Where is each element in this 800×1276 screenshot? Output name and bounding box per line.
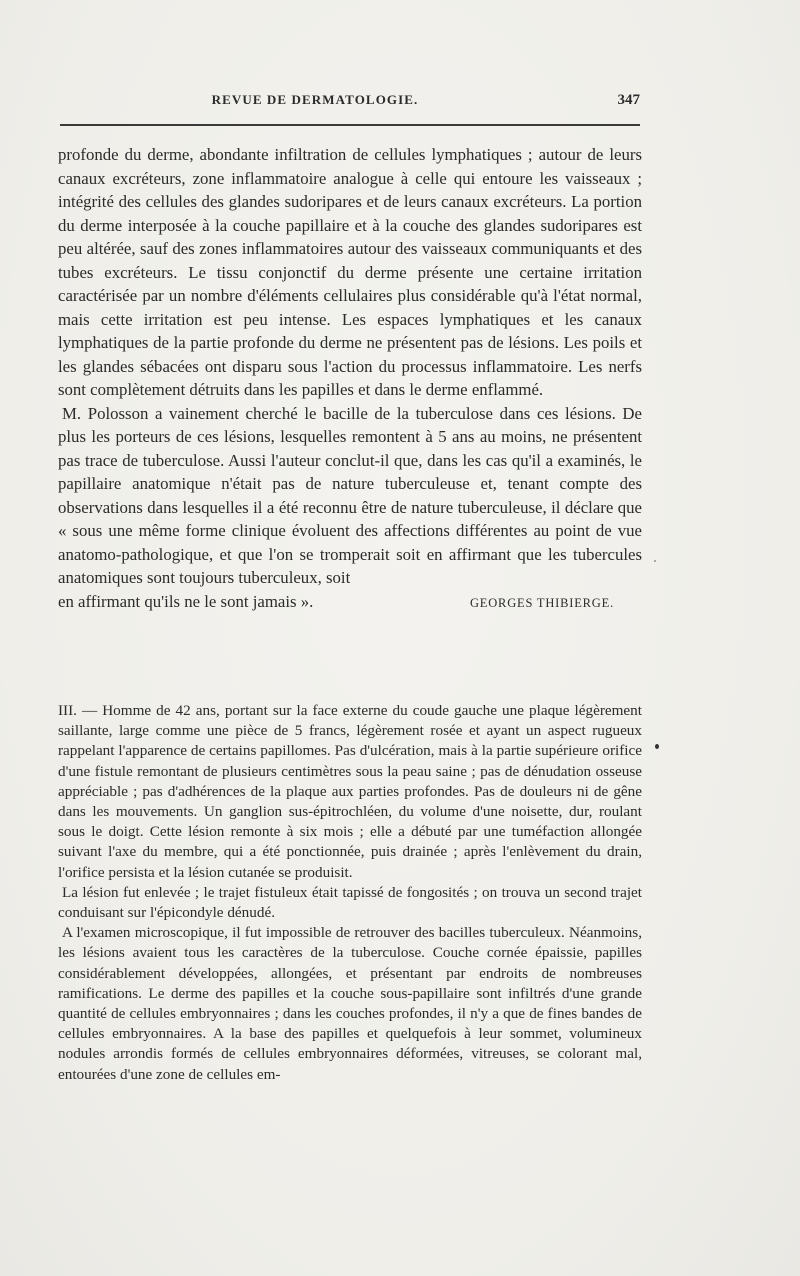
observation-block — [58, 701, 642, 1085]
paper-speck — [655, 744, 659, 749]
observation-paragraph-1: III. — Homme de 42 ans, portant sur la face externe du coude gauche une plaque légèrement saillante, large comme une pièce de 5 francs, légèrement rosée et ayant un aspect rugueux rappelant l'apparence de certains papillomes. Pas d'ulcération, mais à la partie supérieure orifice d'une fistule remontant de plusieurs centimètres sous la peau saine ; pas de dénudation osseuse appréciable ; pas d'adhérences de la plaque aux parties profondes. Pas de douleurs ni de gêne dans les mouvements. Un ganglion sus-épitrochléen, du volume d'une noisette, dur, roulant sous le doigt. Cette lésion remonte à six mois ; elle a débuté par une tuméfaction allongée suivant l'axe du membre, qui a été ponctionnée, puis drainée ; après l'enlèvement du drain, l'orifice persista et la lésion cutanée se produisit. — [58, 702, 642, 881]
article-paragraph-2: M. Polosson a vainement cherché le bacille de la tuberculose dans ces lésions. De plus les porteurs de ces lésions, lesquelles remontent à 5 ans au moins, ne présentent pas trace de tuberculose. Aussi l'auteur conclut-il que, dans les cas qu'il a examinés, le papillaire anatomique n'était pas de nature tuberculeuse et, tenant compte des observations dans lesquelles il a été reconnu être de nature tuberculeuse, il déclare que « sous une même forme clinique évoluent des affections différentes au point de vue anatomo-pathologique, et que l'on se tromperait soit en affirmant que les tubercules anatomiques sont toujours tuberculeux, soit — [58, 403, 642, 587]
header-rule — [60, 124, 640, 126]
observation-paragraph-2: La lésion fut enlevée ; le trajet fistuleux était tapissé de fongosités ; on trouva un second trajet conduisant sur l'épicondyle dénudé. — [58, 883, 642, 922]
article-paragraph-1: profonde du derme, abondante infiltration de cellules lymphatiques ; autour de leurs canaux excréteurs, zone inflammatoire analogue à celle qui entoure les vaisseaux ; intégrité des cellules des glandes sudoripares et de leurs canaux excréteurs. La portion du derme interposée à la couche papillaire et à la couche des glandes sudoripares est peu altérée, sauf des zones inflammatoires autour des vaisseaux communiquants et des tubes excréteurs. Le tissu conjonctif du derme présente une certaine irritation caractérisée par un nombre d'éléments cellulaires plus considérable qu'à l'état normal, mais cette irritation est peu intense. Les espaces lymphatiques et les canaux lymphatiques de la partie profonde du derme ne présentent pas de lésions. Les poils et les glandes sébacées ont disparu sous l'action du processus inflammatoire. Les nerfs sont complètement détruits dans les papilles et dans le derme enflammé. — [58, 145, 642, 399]
article-last-line: en affirmant qu'ils ne le sont jamais ». — [58, 591, 314, 611]
observation-paragraph-3: A l'examen microscopique, il fut impossible de retrouver des bacilles tuberculeux. Néanmoins, les lésions avaient tous les caractères de la tuberculose. Couche cornée épaissie, papilles considérablement développées, allongées, et présentant par endroits de nombreuses ramifications. Le derme des papilles et la couche sous-papillaire sont infiltrés d'une grande quantité de cellules embryonnaires ; dans les couches profondes, il n'y a que de fines bandes de cellules embryonnaires. A la base des papilles et quelquefois à leur sommet, volumineux nodules arrondis formés de cellules embryonnaires déformées, vitreuses, se colorant mal, entourées d'une zone de cellules em- — [58, 924, 642, 1083]
article-body — [58, 143, 642, 615]
article-closing-line — [58, 590, 642, 616]
running-title: REVUE DE DERMATOLOGIE. — [211, 92, 419, 107]
paper-speck — [654, 560, 656, 562]
running-header — [60, 92, 640, 116]
page-number: 347 — [617, 92, 640, 108]
author-signature: GEORGES THIBIERGE. — [469, 595, 614, 610]
